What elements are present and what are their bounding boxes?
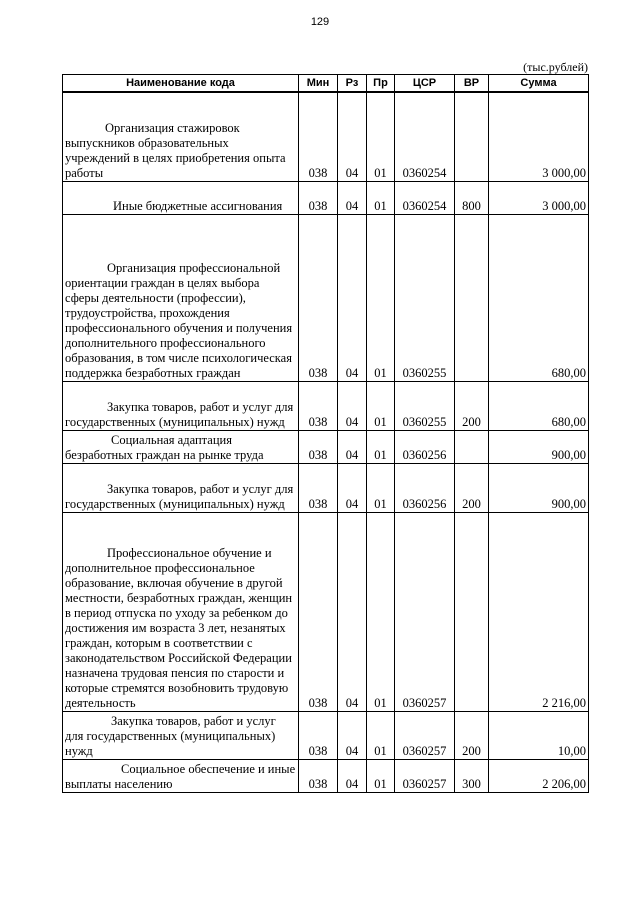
row-sum: 680,00: [489, 381, 589, 430]
row-min: 038: [299, 181, 338, 214]
header-rz: Рз: [338, 75, 367, 93]
row-name: Закупка товаров, работ и услуг для государственных (муниципальных) нужд: [63, 463, 299, 512]
row-csr: 0360257: [395, 759, 455, 792]
row-pr: 01: [367, 381, 395, 430]
row-min: 038: [299, 92, 338, 181]
row-csr: 0360257: [395, 512, 455, 711]
table-row: [63, 430, 589, 463]
row-vr: 200: [455, 711, 489, 759]
row-name: Закупка товаров, работ и услуг для государственных (муниципальных) нужд: [63, 381, 299, 430]
row-name: Социальное обеспечение и иные выплаты населению: [63, 759, 299, 792]
table-row: [63, 463, 589, 512]
row-pr: 01: [367, 181, 395, 214]
page-number: 129: [310, 16, 330, 28]
budget-table: [62, 74, 589, 793]
row-min: 038: [299, 463, 338, 512]
row-name: Организация профессиональной ориентации граждан в целях выбора сферы деятельности (профессии), трудоустройства, прохождения профессионального обучения и получения дополнительного профессионального образования, в том числе психологическая поддержка безработных граждан: [63, 214, 299, 381]
header-sum: Сумма: [489, 75, 589, 93]
header-pr: Пр: [367, 75, 395, 93]
table-row: [63, 512, 589, 711]
table-row: [63, 759, 589, 792]
row-name: Профессиональное обучение и дополнительное профессиональное образование, включая обучение в другой местности, безработных граждан, женщин в период отпуска по уходу за ребенком до достижения им возраста 3 лет, незанятых граждан, которым в соответствии с законодательством Российской Федерации назначена трудовая пенсия по старости и которые стремятся возобновить трудовую деятельность: [63, 512, 299, 711]
row-csr: 0360254: [395, 181, 455, 214]
row-name: Иные бюджетные ассигнования: [63, 181, 299, 214]
row-sum: 2 216,00: [489, 512, 589, 711]
row-rz: 04: [338, 711, 367, 759]
row-name: Социальная адаптация безработных граждан на рынке труда: [63, 430, 299, 463]
row-sum: 900,00: [489, 463, 589, 512]
row-vr: 200: [455, 463, 489, 512]
table-row: [63, 381, 589, 430]
row-csr: 0360256: [395, 463, 455, 512]
row-min: 038: [299, 381, 338, 430]
row-vr: [455, 430, 489, 463]
row-csr: 0360254: [395, 92, 455, 181]
row-csr: 0360255: [395, 214, 455, 381]
row-pr: 01: [367, 463, 395, 512]
row-sum: 10,00: [489, 711, 589, 759]
row-min: 038: [299, 711, 338, 759]
header-min: Мин: [299, 75, 338, 93]
row-rz: 04: [338, 512, 367, 711]
table-header-row: [63, 75, 589, 93]
row-min: 038: [299, 430, 338, 463]
row-rz: 04: [338, 92, 367, 181]
row-csr: 0360256: [395, 430, 455, 463]
row-sum: 2 206,00: [489, 759, 589, 792]
row-min: 038: [299, 512, 338, 711]
row-rz: 04: [338, 759, 367, 792]
row-pr: 01: [367, 711, 395, 759]
units-label: (тыс.рублей): [523, 60, 588, 74]
row-min: 038: [299, 759, 338, 792]
row-rz: 04: [338, 181, 367, 214]
table-row: [63, 711, 589, 759]
row-vr: [455, 214, 489, 381]
row-sum: 900,00: [489, 430, 589, 463]
row-pr: 01: [367, 512, 395, 711]
row-rz: 04: [338, 463, 367, 512]
row-vr: 300: [455, 759, 489, 792]
row-vr: [455, 512, 489, 711]
table-row: [63, 92, 589, 181]
row-sum: 3 000,00: [489, 181, 589, 214]
row-name: Закупка товаров, работ и услуг для государственных (муниципальных) нужд: [63, 711, 299, 759]
row-pr: 01: [367, 759, 395, 792]
row-csr: 0360257: [395, 711, 455, 759]
header-csr: ЦСР: [395, 75, 455, 93]
row-csr: 0360255: [395, 381, 455, 430]
row-name: Организация стажировок выпускников образовательных учреждений в целях приобретения опыта работы: [63, 92, 299, 181]
row-min: 038: [299, 214, 338, 381]
row-pr: 01: [367, 430, 395, 463]
row-rz: 04: [338, 214, 367, 381]
header-name: Наименование кода: [63, 75, 299, 93]
row-vr: 800: [455, 181, 489, 214]
table-row: [63, 181, 589, 214]
row-rz: 04: [338, 381, 367, 430]
row-rz: 04: [338, 430, 367, 463]
row-vr: 200: [455, 381, 489, 430]
row-pr: 01: [367, 214, 395, 381]
row-sum: 680,00: [489, 214, 589, 381]
row-pr: 01: [367, 92, 395, 181]
table-row: [63, 214, 589, 381]
header-vr: ВР: [455, 75, 489, 93]
row-sum: 3 000,00: [489, 92, 589, 181]
row-vr: [455, 92, 489, 181]
